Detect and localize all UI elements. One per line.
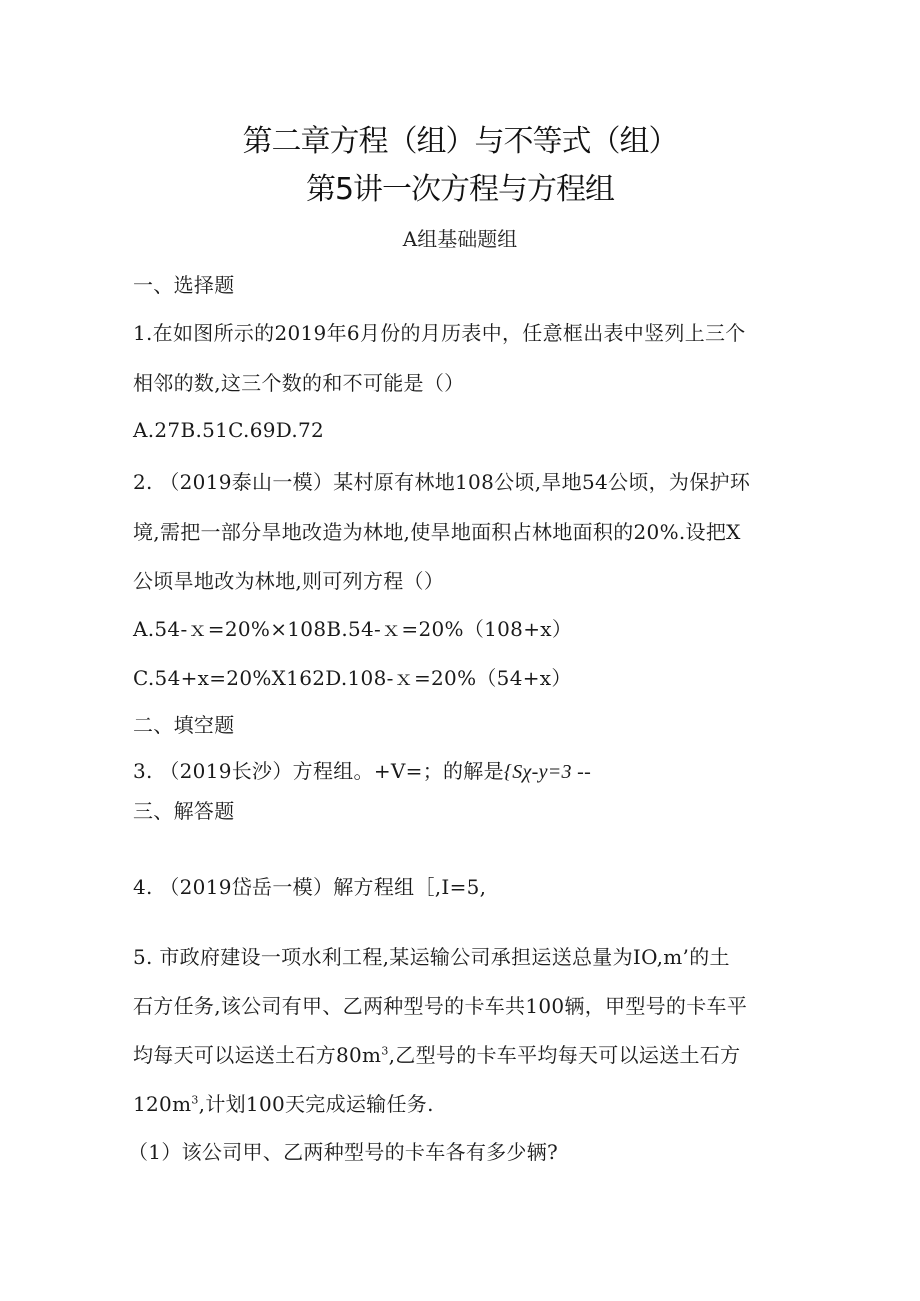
q5-line-3 xyxy=(133,1039,740,1068)
q5-line-3-b: ,乙型号的卡车平均每天可以运送土石方 xyxy=(388,1043,741,1067)
section-heading-fill: 二、填空题 xyxy=(133,713,235,737)
q5-line-4-a: 120m xyxy=(133,1092,192,1116)
q2-line-3: 公顷旱地改为林地,则可列方程（） xyxy=(133,569,445,593)
q1-line-1: 1.在如图所示的2019年6月份的月历表中，任意框出表中竖列上三个 xyxy=(133,321,746,345)
section-heading-answer: 三、解答题 xyxy=(133,799,235,823)
q2-options-ab: A.54-ｘ=20%×108B.54-ｘ=20%（108+x） xyxy=(133,617,573,641)
q5-line-4-b: ,计划100天完成运输任务. xyxy=(198,1092,434,1116)
q2-line-1: 2. （2019泰山一模）某村原有林地108公顷,旱地54公顷，为保护环 xyxy=(133,470,751,494)
q5-line-4 xyxy=(133,1088,434,1117)
q5-line-4-sup: 3 xyxy=(191,1093,199,1107)
q5-line-2: 石方任务,该公司有甲、乙两种型号的卡车共100辆，甲型号的卡车平 xyxy=(133,994,748,1018)
q2-options-cd: C.54+x=20%X162D.108-ｘ=20%（54+x） xyxy=(133,666,572,690)
q1-line-2: 相邻的数,这三个数的和不可能是（） xyxy=(133,371,465,395)
group-title: A组基础题组 xyxy=(402,227,518,251)
q2-line-2: 境,需把一部分旱地改造为林地,使旱地面积占林地面积的20%.设把X xyxy=(133,520,741,544)
lecture-title: 第5讲一次方程与方程组 xyxy=(305,172,615,207)
q5-line-1: 5. 市政府建设一项水利工程,某运输公司承担运送总量为IO,m’的土 xyxy=(133,945,730,969)
q5-line-3-sup: 3 xyxy=(381,1044,389,1058)
q5-line-3-a: 均每天可以运送土石方80m xyxy=(133,1043,382,1067)
q1-options: A.27B.51C.69D.72 xyxy=(133,418,325,442)
chapter-title: 第二章方程（组）与不等式（组） xyxy=(242,124,678,159)
q5-subquestion-1: （1）该公司甲、乙两种型号的卡车各有多少辆? xyxy=(128,1140,559,1164)
q3-line xyxy=(133,755,591,784)
section-heading-choice: 一、选择题 xyxy=(133,273,235,297)
q4-line: 4. （2019岱岳一模）解方程组［,I=5, xyxy=(133,875,487,899)
q3-math: {Sχ-y=3 -- xyxy=(503,761,592,783)
q3-text: 3. （2019长沙）方程组。+V=；的解是 xyxy=(133,759,504,783)
